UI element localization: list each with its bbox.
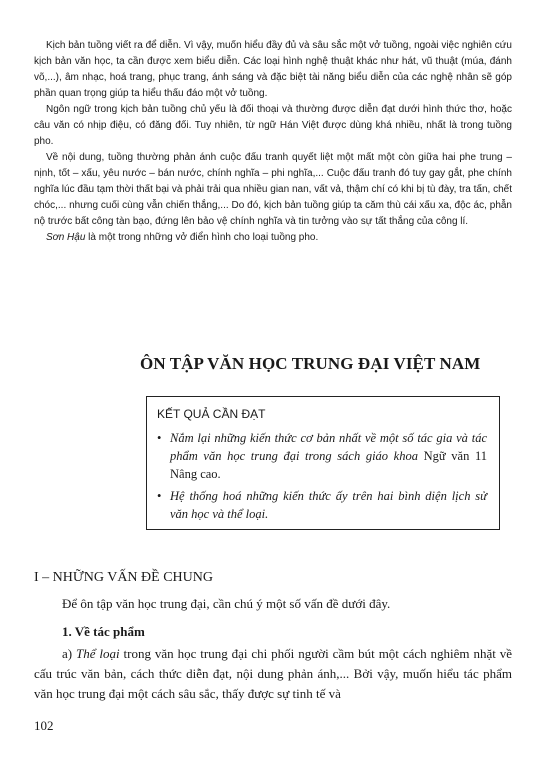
intro-paragraph-4-text: là một trong những vở điển hình cho loại tuồng pho.	[85, 232, 319, 243]
section-paragraph	[34, 644, 512, 704]
para-text: trong văn học trung đại chi phối người cầm bút một cách nghiêm nhặt về cấu trúc văn bản, cách thức diễn đạt, nội dung phản ánh,... Bởi vậy, muốn hiểu tác phẩm văn học trung đại một cách sâu sắc, thấy được sự tinh tế và	[34, 646, 512, 701]
bullet-icon: •	[157, 489, 162, 503]
section-lead: Để ôn tập văn học trung đại, cần chú ý một số vấn đề dưới đây.	[62, 596, 391, 611]
outcome-1-italic: Nắm lại những kiến thức cơ bản nhất về một số tác gia và tác phẩm văn học trung đại trong sách giáo khoa	[170, 431, 487, 463]
intro-text	[34, 38, 512, 246]
learning-outcomes-heading: KẾT QUẢ CẦN ĐẠT	[157, 407, 266, 421]
section-heading: I – NHỮNG VẤN ĐỀ CHUNG	[34, 570, 213, 585]
para-term: Thể loại	[76, 646, 120, 661]
intro-paragraph-1: Kịch bản tuồng viết ra để diễn. Vì vậy, muốn hiểu đầy đủ và sâu sắc một vở tuồng, ngoài việc nghiên cứu kịch bản văn học, ta cần được xem biểu diễn. Các loại hình nghệ thuật khác như hát, vũ thuật (múa, đánh võ,...), âm nhạc, hoá trang, phục trang, ánh sáng và đặc biệt tài năng biểu diễn của các nghệ nhân sẽ góp phần quan trọng giúp ta hiểu thấu đáo một vở tuồng.	[34, 40, 512, 99]
outcome-1-plain: Ngữ văn 11 Nâng cao.	[170, 449, 487, 481]
subsection-heading: 1. Về tác phẩm	[62, 624, 145, 639]
learning-outcomes-list	[157, 429, 487, 523]
chapter-title: ÔN TẬP VĂN HỌC TRUNG ĐẠI VIỆT NAM	[140, 354, 481, 373]
para-prefix: a)	[62, 646, 77, 661]
work-title: Sơn Hậu	[46, 232, 86, 243]
page-number: 102	[34, 718, 54, 733]
intro-paragraph-4	[34, 230, 512, 246]
outcome-2-italic: Hệ thống hoá những kiến thức ấy trên hai bình diện lịch sử văn học và thể loại.	[170, 489, 487, 521]
learning-outcomes-box	[146, 396, 500, 530]
list-item	[157, 429, 487, 483]
bullet-icon: •	[157, 431, 162, 445]
main-section	[34, 568, 512, 704]
intro-paragraph-2: Ngôn ngữ trong kịch bản tuồng chủ yếu là đối thoại và thường được diễn đạt dưới hình thức thơ, hoặc câu văn có nhịp điệu, có đăng đối. Tuy nhiên, từ ngữ Hán Việt được dùng khá nhiều, nhất là trong tuồng pho.	[34, 104, 512, 147]
list-item	[157, 487, 487, 523]
intro-paragraph-3: Về nội dung, tuồng thường phản ánh cuộc đấu tranh quyết liệt một mất một còn giữa hai phe trung – nịnh, tốt – xấu, yêu nước – bán nước, chính nghĩa – phi nghĩa,... Cuộc đấu tranh đó tuy gay gắt, phe chính nghĩa lúc đầu tạm thời thất bại và phải trải qua nhiều gian nan, vất vả, thậm chí có khi bị tù đày, tra tấn, chết chóc,... nhưng cuối cùng vẫn chiến thắng,... Do đó, kịch bản tuồng giúp ta căm thù cái xấu xa, độc ác, phẫn nộ trước bất công tàn bạo, đứng lên bảo vệ chính nghĩa và tin tưởng vào sự tất thắng của công lí.	[34, 152, 512, 227]
